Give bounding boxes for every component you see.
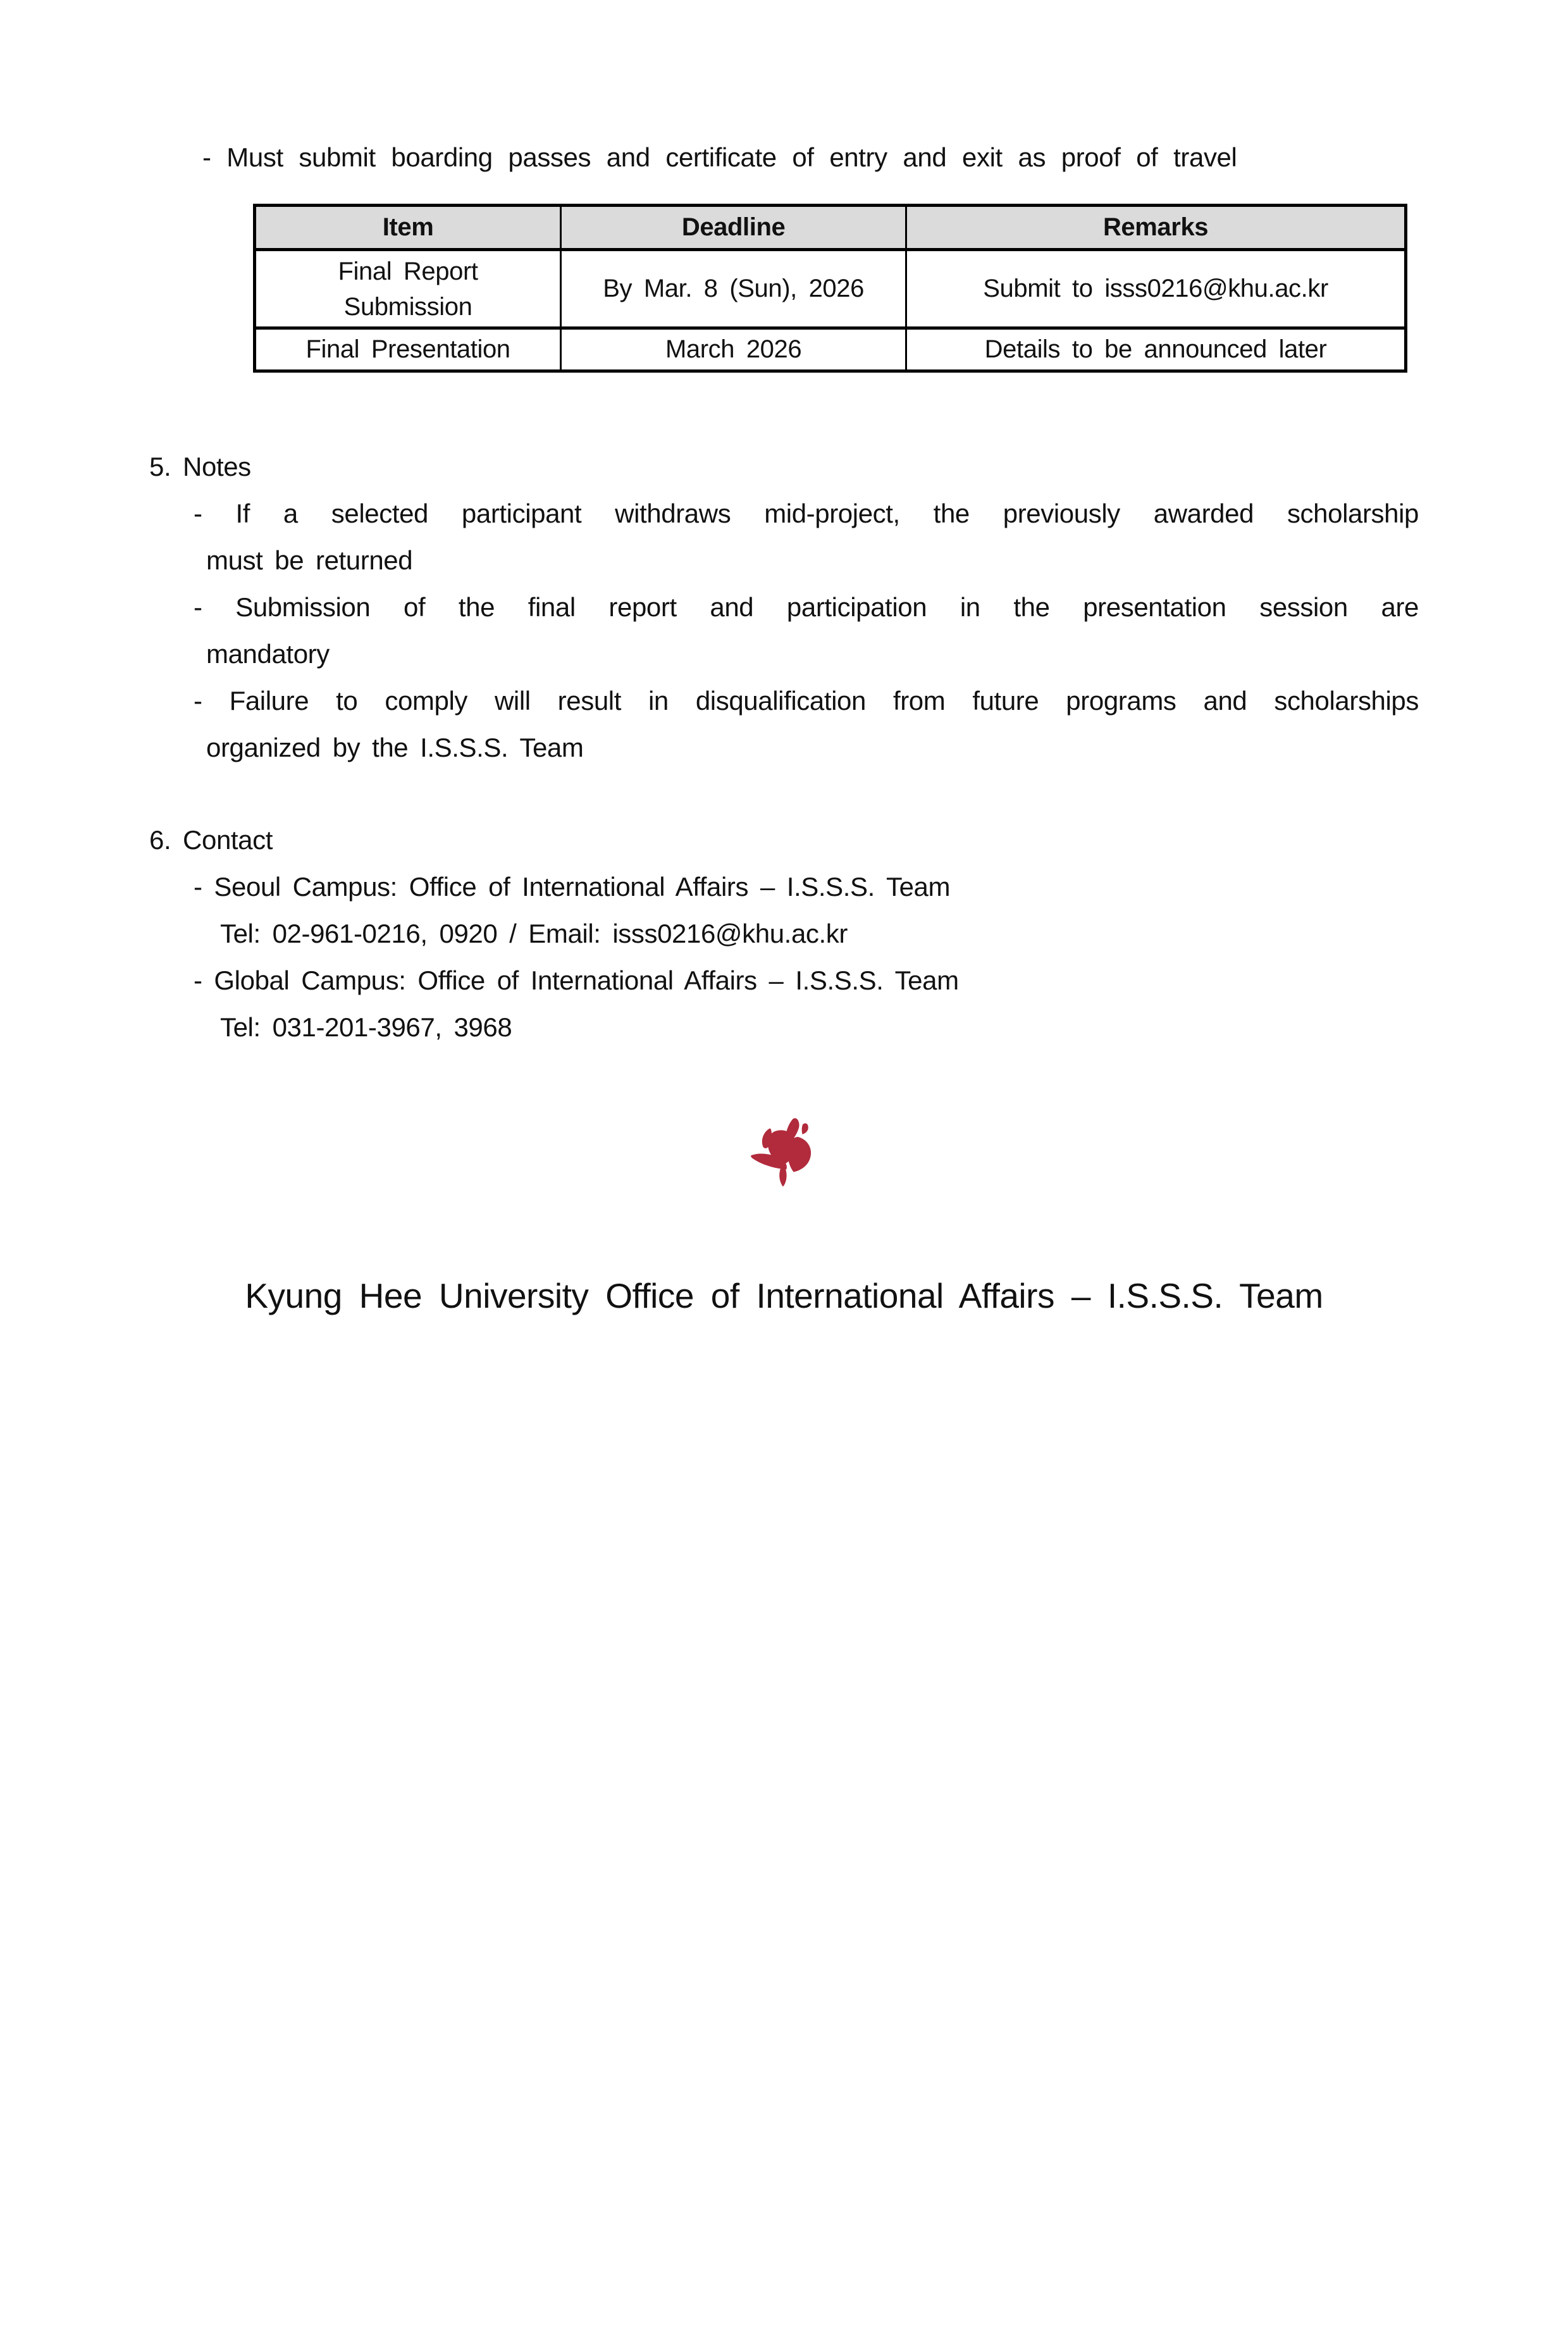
contact-item-detail: Tel: 02-961-0216, 0920 / Email: isss0216@khu.ac.kr [220, 919, 848, 948]
note-item-line: - Failure to comply will result in disqualification from future programs and scholarships [194, 686, 1419, 716]
cell-remarks-final-report: Submit to isss0216@khu.ac.kr [906, 250, 1406, 328]
cell-item-final-presentation: Final Presentation [255, 328, 561, 371]
notes-section-heading: 5. Notes [149, 452, 251, 481]
table-row [255, 328, 1406, 371]
schedule-table [253, 204, 1407, 373]
intro-bullet-line: - Must submit boarding passes and certificate of entry and exit as proof of travel [202, 142, 1237, 172]
note-item-continuation: mandatory [206, 639, 330, 669]
table-row [255, 250, 1406, 328]
contact-item-detail: Tel: 031-201-3967, 3968 [220, 1012, 512, 1042]
cell-remarks-final-presentation: Details to be announced later [906, 328, 1406, 371]
note-item-line: - Submission of the final report and participation in the presentation session are [194, 592, 1419, 622]
cell-item-line: Submission [343, 292, 472, 321]
contact-section-heading: 6. Contact [149, 825, 273, 855]
col-header-remarks: Remarks [906, 206, 1406, 250]
note-item-continuation: organized by the I.S.S.S. Team [206, 733, 584, 762]
schedule-table-wrap [253, 204, 1407, 373]
contact-item-line: - Seoul Campus: Office of International Affairs – I.S.S.S. Team [194, 872, 951, 902]
magnolia-logo-icon [744, 1114, 824, 1189]
cell-deadline-final-presentation: March 2026 [561, 328, 906, 371]
cell-item-line: Final Report [338, 257, 478, 285]
note-item-line: - If a selected participant withdraws mid-project, the previously awarded scholarship [194, 499, 1419, 528]
col-header-item: Item [255, 206, 561, 250]
cell-deadline-final-report: By Mar. 8 (Sun), 2026 [561, 250, 906, 328]
note-item-continuation: must be returned [206, 545, 413, 575]
contact-item-line: - Global Campus: Office of International Affairs – I.S.S.S. Team [194, 965, 959, 995]
cell-item-final-report [255, 250, 561, 328]
footer-signature: Kyung Hee University Office of International Affairs – I.S.S.S. Team [245, 1276, 1323, 1315]
university-logo-wrap [149, 1114, 1419, 1189]
col-header-deadline: Deadline [561, 206, 906, 250]
document-page [0, 134, 1568, 2351]
table-header-row [255, 206, 1406, 250]
